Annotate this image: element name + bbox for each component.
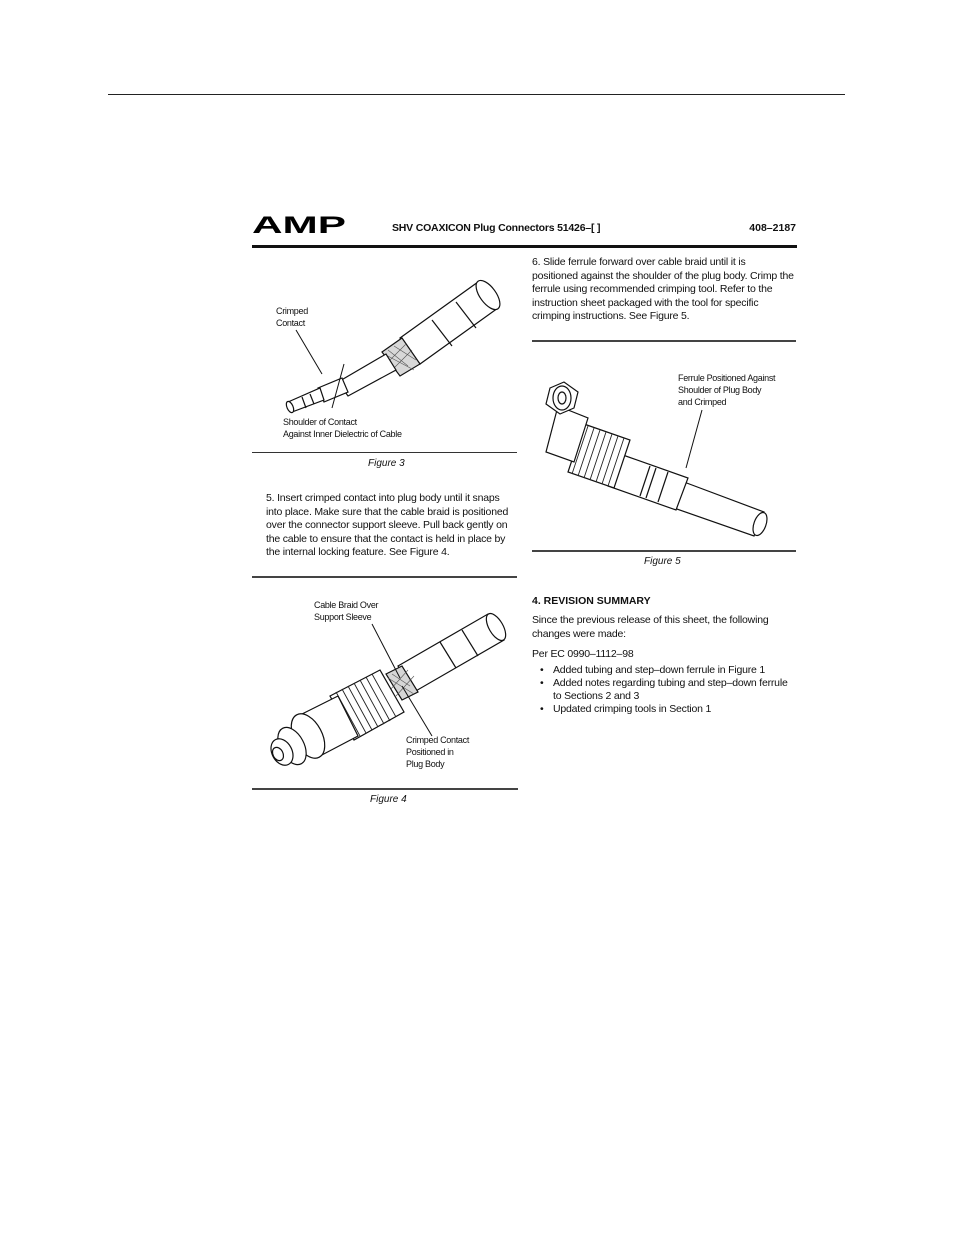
revision-ec-number: Per EC 0990–1112–98 [532,648,634,660]
amp-logo-text: AMP [252,215,346,237]
leader-crimped-contact-plug [398,682,438,742]
step-6-rule [532,340,796,342]
label-crimped-contact-positioned: Crimped Contact Positioned in Plug Body [406,735,470,769]
revision-item: • Added tubing and step–down ferrule in Figure 1 [538,664,796,677]
leader-cable-braid [368,622,408,682]
revision-summary-heading: 4. REVISION SUMMARY [532,595,651,607]
document-number: 408–2187 [749,222,796,234]
figure-5-caption: Figure 5 [644,556,681,567]
amp-logo [252,215,348,237]
instruction-sheet [252,212,797,822]
page-top-rule [108,94,845,95]
revision-item: • Added notes regarding tubing and step–down ferrule to Sections 2 and 3 [538,677,796,703]
figure-3-rule [252,452,517,453]
figure-4-caption: Figure 4 [370,794,407,805]
label-cable-braid: Cable Braid Over Support Sleeve [314,600,379,622]
step-5-text: 5. Insert crimped contact into plug body until it snaps into place. Make sure that the cable braid is positioned over the connector support sleeve. Pull back gently on the cable to ensure that the contact is held in place by the internal locking feature. See Figure 4. [266,492,509,558]
figure-5-rule [532,550,796,552]
leader-shoulder [324,362,354,412]
figure-4-rule [252,788,518,790]
label-shoulder-of-contact: Shoulder of Contact Against Inner Dielectric of Cable [283,417,402,439]
leader-ferrule [680,408,710,472]
label-crimped-contact: Crimped Contact [276,306,308,328]
label-ferrule-positioned: Ferrule Positioned Against Shoulder of Plug Body and Crimped [678,373,776,407]
step-5-rule [252,576,517,578]
header-rule [252,245,797,248]
step-6-text: 6. Slide ferrule forward over cable braid until it is positioned against the shoulder of the plug body. Crimp the ferrule using recommended crimping tool. Refer to the instruction sheet packaged with the tool for specific crimping instructions. See Figure 5. [532,256,794,322]
revision-item: • Updated crimping tools in Section 1 [538,703,796,716]
revision-intro: Since the previous release of this sheet, the following changes were made: [532,614,769,640]
figure-3-caption: Figure 3 [368,458,405,469]
revision-list [538,664,796,716]
sheet-title: SHV COAXICON Plug Connectors 51426–[ ] [392,222,601,234]
